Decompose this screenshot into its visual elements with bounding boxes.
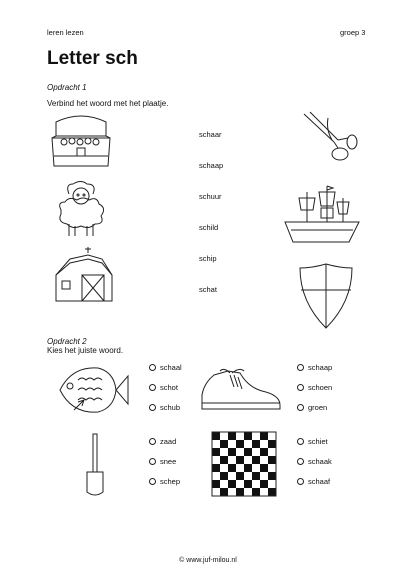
option-fish-1[interactable]: schaal — [149, 363, 182, 372]
radio-circle[interactable] — [149, 364, 156, 371]
chess-square — [244, 464, 252, 472]
option-shoe-1[interactable]: schaap — [297, 363, 332, 372]
chess-square — [260, 432, 268, 440]
option-shoe-2[interactable]: schoen — [297, 383, 332, 392]
barn-icon[interactable] — [52, 245, 114, 303]
chessboard-icon[interactable] — [212, 432, 276, 496]
option-shovel-3[interactable]: schep — [149, 477, 180, 486]
chess-square — [236, 456, 244, 464]
chess-square — [212, 448, 220, 456]
chess-square — [268, 488, 276, 496]
word-4[interactable]: schild — [199, 223, 219, 232]
radio-circle[interactable] — [149, 384, 156, 391]
sheep-icon[interactable] — [55, 180, 107, 240]
header-right: groep 3 — [340, 28, 366, 37]
treasure-chest-icon[interactable] — [50, 114, 112, 169]
chess-square — [252, 472, 260, 480]
exercise1-instruction: Verbind het woord met het plaatje. — [47, 99, 169, 108]
chess-square — [236, 488, 244, 496]
radio-circle[interactable] — [297, 438, 304, 445]
page-title: Letter sch — [47, 48, 138, 69]
chess-square — [220, 456, 228, 464]
chess-square — [244, 448, 252, 456]
radio-circle[interactable] — [297, 478, 304, 485]
chess-square — [228, 480, 236, 488]
chess-square — [260, 448, 268, 456]
chess-square — [212, 432, 220, 440]
shoe-icon[interactable] — [200, 365, 282, 413]
radio-circle[interactable] — [297, 364, 304, 371]
fish-icon[interactable] — [48, 362, 130, 418]
word-3[interactable]: schuur — [199, 192, 222, 201]
shield-icon[interactable] — [298, 262, 354, 330]
word-1[interactable]: schaar — [199, 130, 222, 139]
chess-square — [268, 440, 276, 448]
chess-square — [252, 488, 260, 496]
scissors-icon[interactable] — [300, 110, 360, 168]
radio-circle[interactable] — [149, 458, 156, 465]
option-shovel-1[interactable]: zaad — [149, 437, 176, 446]
chess-square — [236, 472, 244, 480]
radio-circle[interactable] — [149, 404, 156, 411]
radio-circle[interactable] — [149, 478, 156, 485]
chess-square — [244, 432, 252, 440]
option-shoe-3[interactable]: groen — [297, 403, 327, 412]
chess-square — [260, 464, 268, 472]
chess-square — [220, 472, 228, 480]
chess-square — [220, 440, 228, 448]
exercise1-label: Opdracht 1 — [47, 83, 87, 92]
radio-circle[interactable] — [297, 384, 304, 391]
chess-square — [244, 480, 252, 488]
chess-square — [268, 472, 276, 480]
exercise2-label: Opdracht 2 — [47, 337, 87, 346]
option-chess-1[interactable]: schiet — [297, 437, 328, 446]
chess-square — [212, 480, 220, 488]
word-2[interactable]: schaap — [199, 161, 224, 170]
exercise2-instruction: Kies het juiste woord. — [47, 346, 124, 355]
ship-icon[interactable] — [283, 184, 361, 248]
chess-square — [252, 440, 260, 448]
radio-circle[interactable] — [297, 404, 304, 411]
option-fish-3[interactable]: schub — [149, 403, 180, 412]
header-left: leren lezen — [47, 28, 84, 37]
chess-square — [228, 464, 236, 472]
chess-square — [220, 488, 228, 496]
radio-circle[interactable] — [297, 458, 304, 465]
option-chess-2[interactable]: schaak — [297, 457, 332, 466]
option-chess-3[interactable]: schaaf — [297, 477, 330, 486]
chess-square — [228, 432, 236, 440]
radio-circle[interactable] — [149, 438, 156, 445]
word-5[interactable]: schip — [199, 254, 217, 263]
word-6[interactable]: schat — [199, 285, 217, 294]
shovel-icon[interactable] — [84, 432, 106, 498]
option-shovel-2[interactable]: snee — [149, 457, 176, 466]
chess-square — [212, 464, 220, 472]
chess-square — [228, 448, 236, 456]
footer-copyright: © www.juf-milou.nl — [179, 557, 237, 564]
chess-square — [252, 456, 260, 464]
chess-square — [236, 440, 244, 448]
chess-square — [260, 480, 268, 488]
chess-square — [268, 456, 276, 464]
option-fish-2[interactable]: schot — [149, 383, 178, 392]
